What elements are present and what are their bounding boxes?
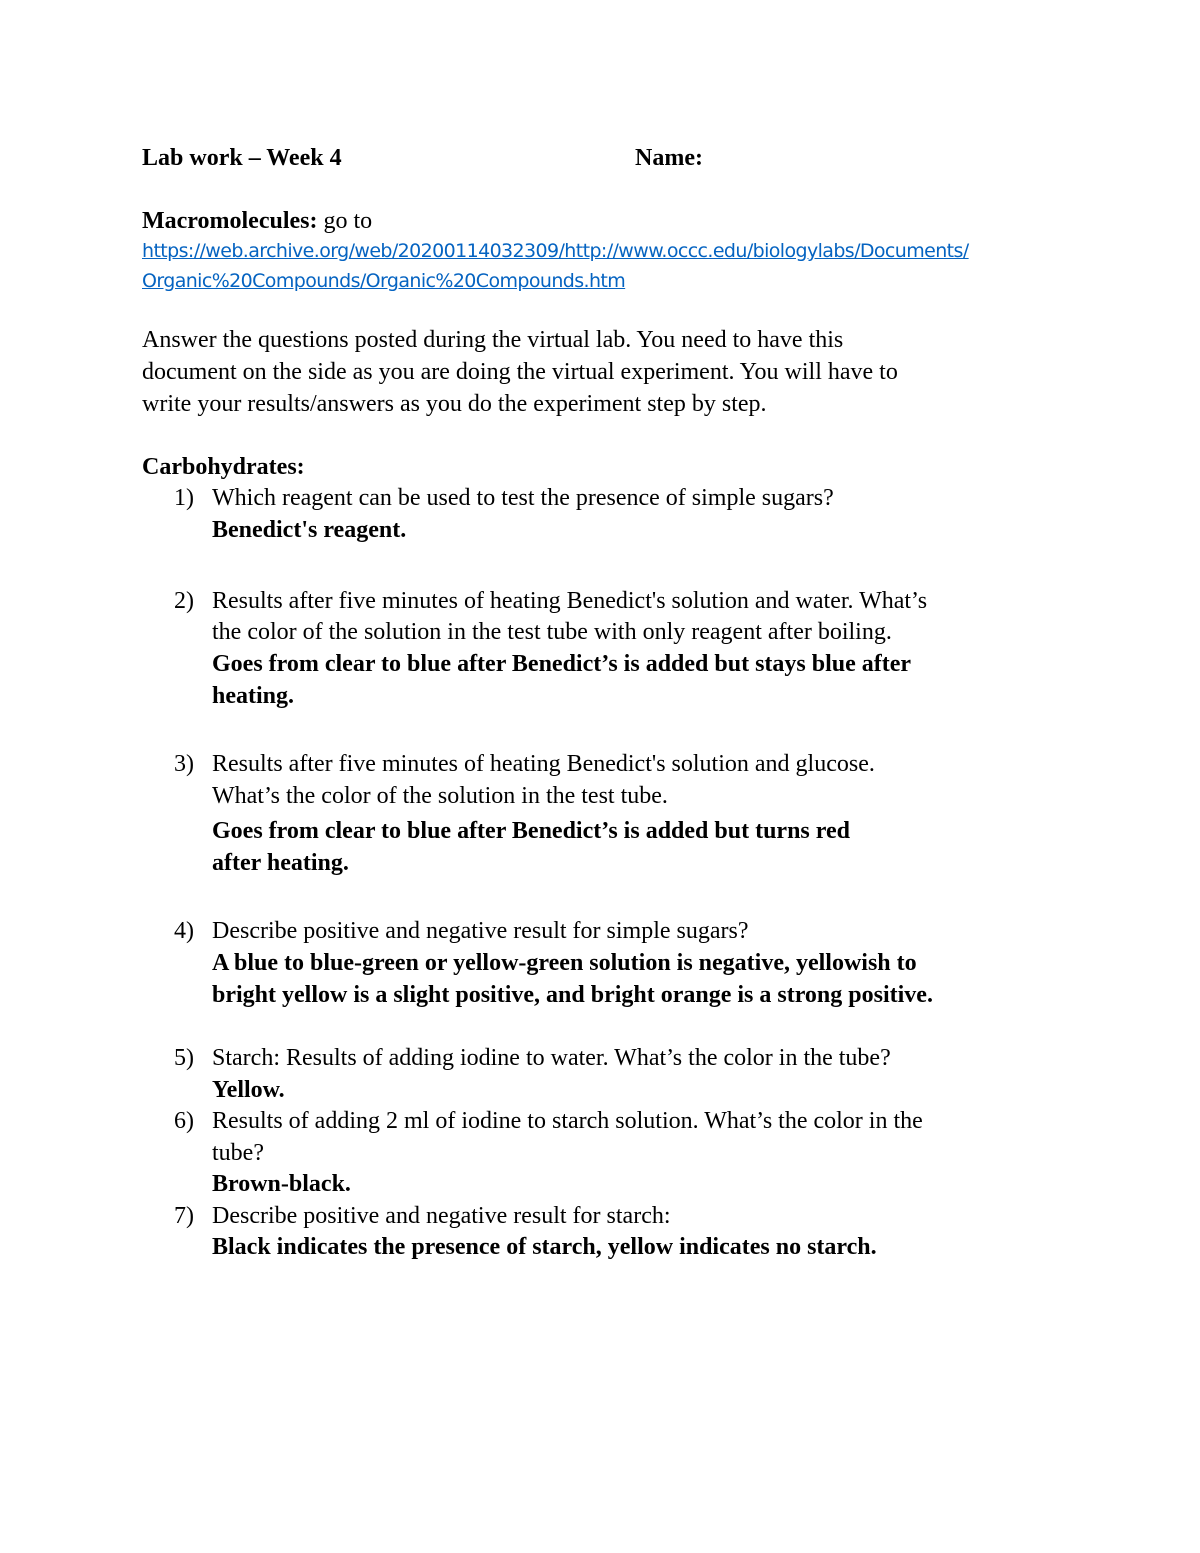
lab-url-link-line1[interactable]: https://web.archive.org/web/20200114032309/http://www.occc.edu/biologylabs/Documents/ xyxy=(142,240,969,262)
macromolecules-label: Macromolecules: xyxy=(142,208,318,234)
question-text: Describe positive and negative result for starch: xyxy=(212,1203,671,1229)
answer-text: Black indicates the presence of starch, yellow indicates no starch. xyxy=(212,1234,877,1260)
answer-text: A blue to blue-green or yellow-green solution is negative, yellowish to xyxy=(212,950,917,976)
lab-url-link-line2[interactable]: Organic%20Compounds/Organic%20Compounds.htm xyxy=(142,270,626,292)
go-to-text: go to xyxy=(323,208,373,234)
answer-text: Goes from clear to blue after Benedict’s is added but stays blue after xyxy=(212,651,912,677)
question-text: Results after five minutes of heating Benedict's solution and water. What’s xyxy=(212,588,928,614)
answer-text: after heating. xyxy=(212,850,349,876)
question-number: 4) xyxy=(174,918,194,944)
page-title: Lab work – Week 4 xyxy=(142,145,342,171)
name-label: Name: xyxy=(635,145,703,171)
section-heading: Carbohydrates: xyxy=(142,454,305,480)
question-text: Which reagent can be used to test the presence of simple sugars? xyxy=(212,485,834,511)
answer-text: Benedict's reagent. xyxy=(212,517,407,543)
answer-text: Brown-black. xyxy=(212,1171,351,1197)
instructions-line: Answer the questions posted during the virtual lab. You need to have this xyxy=(142,327,844,353)
answer-text: bright yellow is a slight positive, and bright orange is a strong positive. xyxy=(212,982,933,1008)
instructions-line: write your results/answers as you do the experiment step by step. xyxy=(142,391,767,417)
question-text: Starch: Results of adding iodine to water. What’s the color in the tube? xyxy=(212,1045,891,1071)
answer-text: Yellow. xyxy=(212,1077,285,1103)
question-number: 2) xyxy=(174,588,194,614)
answer-text: heating. xyxy=(212,683,295,709)
question-text: Describe positive and negative result for simple sugars? xyxy=(212,918,749,944)
question-number: 3) xyxy=(174,751,194,777)
answer-text: Goes from clear to blue after Benedict’s is added but turns red xyxy=(212,818,850,844)
question-text: the color of the solution in the test tube with only reagent after boiling. xyxy=(212,619,892,645)
question-text: tube? xyxy=(212,1140,264,1166)
question-text: What’s the color of the solution in the test tube. xyxy=(212,783,668,809)
question-number: 6) xyxy=(174,1108,194,1134)
question-text: Results after five minutes of heating Benedict's solution and glucose. xyxy=(212,751,875,777)
question-number: 5) xyxy=(174,1045,194,1071)
question-number: 7) xyxy=(174,1203,194,1229)
question-number: 1) xyxy=(174,485,194,511)
macromolecules-line xyxy=(142,205,372,237)
instructions-line: document on the side as you are doing the virtual experiment. You will have to xyxy=(142,359,898,385)
question-text: Results of adding 2 ml of iodine to starch solution. What’s the color in the xyxy=(212,1108,923,1134)
